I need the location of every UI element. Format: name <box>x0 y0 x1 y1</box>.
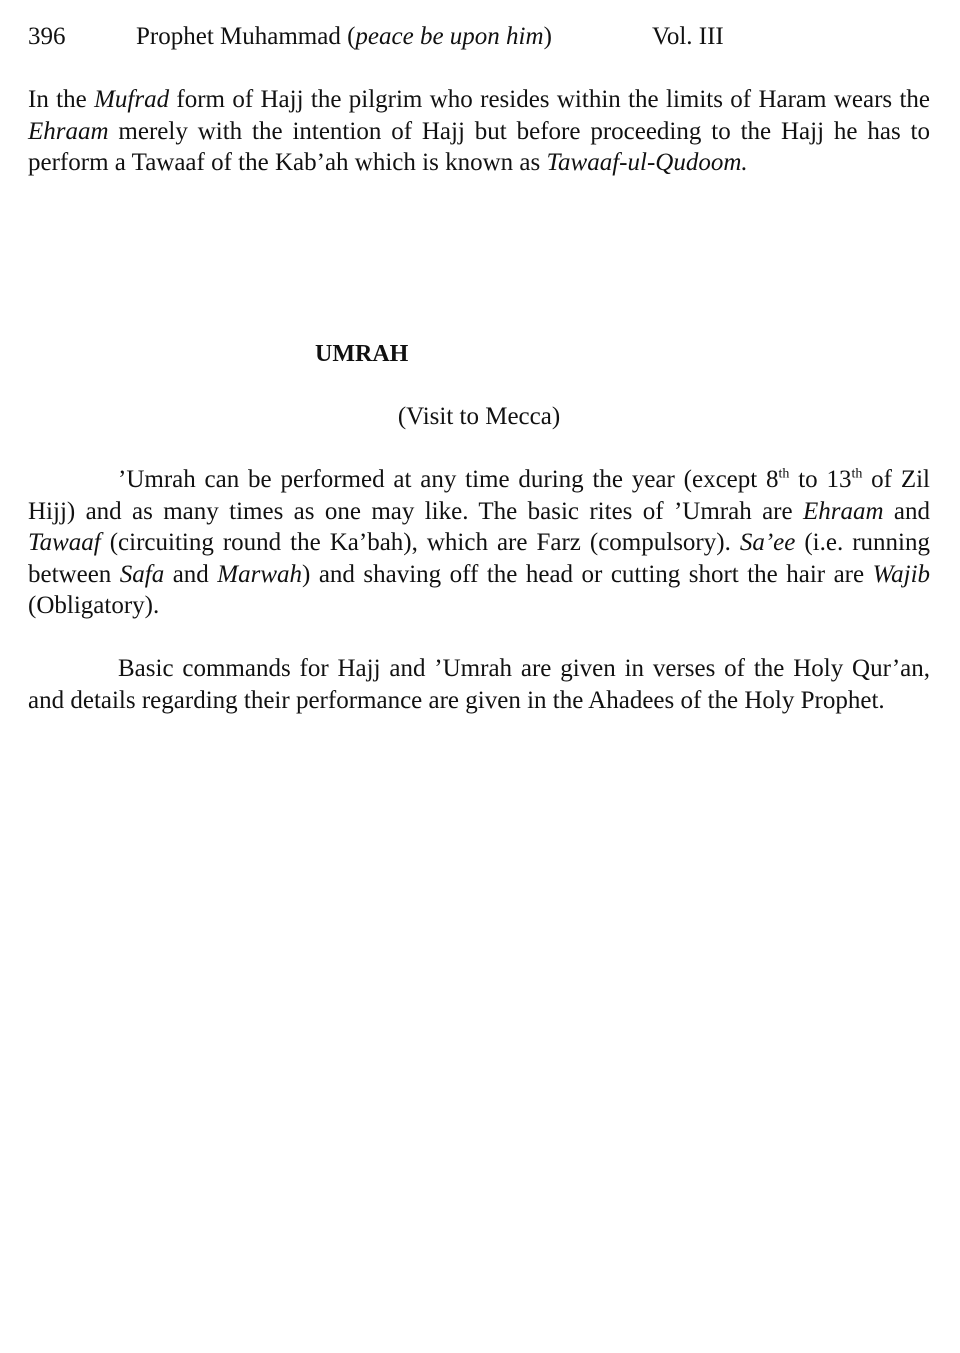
term-ehraam: Ehraam <box>28 117 109 145</box>
basic-commands-paragraph: Basic commands for Hajj and ’Umrah are given in verses of the Holy Qur’an, and details regarding their performance are given in the Ahadees of the Holy Prophet. <box>28 655 930 714</box>
term-mufrad: Mufrad <box>94 86 170 113</box>
term-tawaaf-ul-qudoom: Tawaaf-ul-Qudoom. <box>546 149 748 177</box>
page-number: 396 <box>28 23 66 50</box>
ordinal-suffix: th <box>778 466 790 482</box>
term-tawaaf: Tawaaf <box>28 529 101 557</box>
running-header <box>28 20 788 54</box>
book-title-italic: peace be upon him <box>355 23 544 50</box>
term-wajib: Wajib <box>872 560 931 588</box>
mufrad-paragraph: In the Mufrad form of Hajj the pilgrim who resides within the limits of Haram wears the Ehraam merely with the intention of Hajj but before proceeding to the Hajj he has to perform a Tawaaf of the Kab’ah which is known as Tawaaf-ul-Qudoom. <box>28 86 931 177</box>
term-marwah: Marwah <box>217 560 303 588</box>
term-ehraam: Ehraam <box>802 497 884 525</box>
section-subheading: (Visit to Mecca) <box>397 403 561 430</box>
term-saee: Sa’ee <box>739 529 796 557</box>
book-title: Prophet Muhammad (peace be upon him) <box>136 23 552 50</box>
umrah-rites-paragraph: ’Umrah can be performed at any time during the year (except 8th to 13th of Zil Hijj) and as many times as one may like. The basic rites of ’Umrah are Ehraam and Tawaaf (circuiting round the Ka’bah), which are Farz (compulsory). Sa’ee (i.e. running between Safa and Marwah) and shaving off the head or cutting short the hair are Wajib (Obligatory). <box>28 466 931 620</box>
volume-label: Vol. III <box>652 23 724 50</box>
term-safa: Safa <box>119 560 165 588</box>
section-heading: UMRAH <box>315 341 409 367</box>
ordinal-suffix: th <box>851 466 863 482</box>
